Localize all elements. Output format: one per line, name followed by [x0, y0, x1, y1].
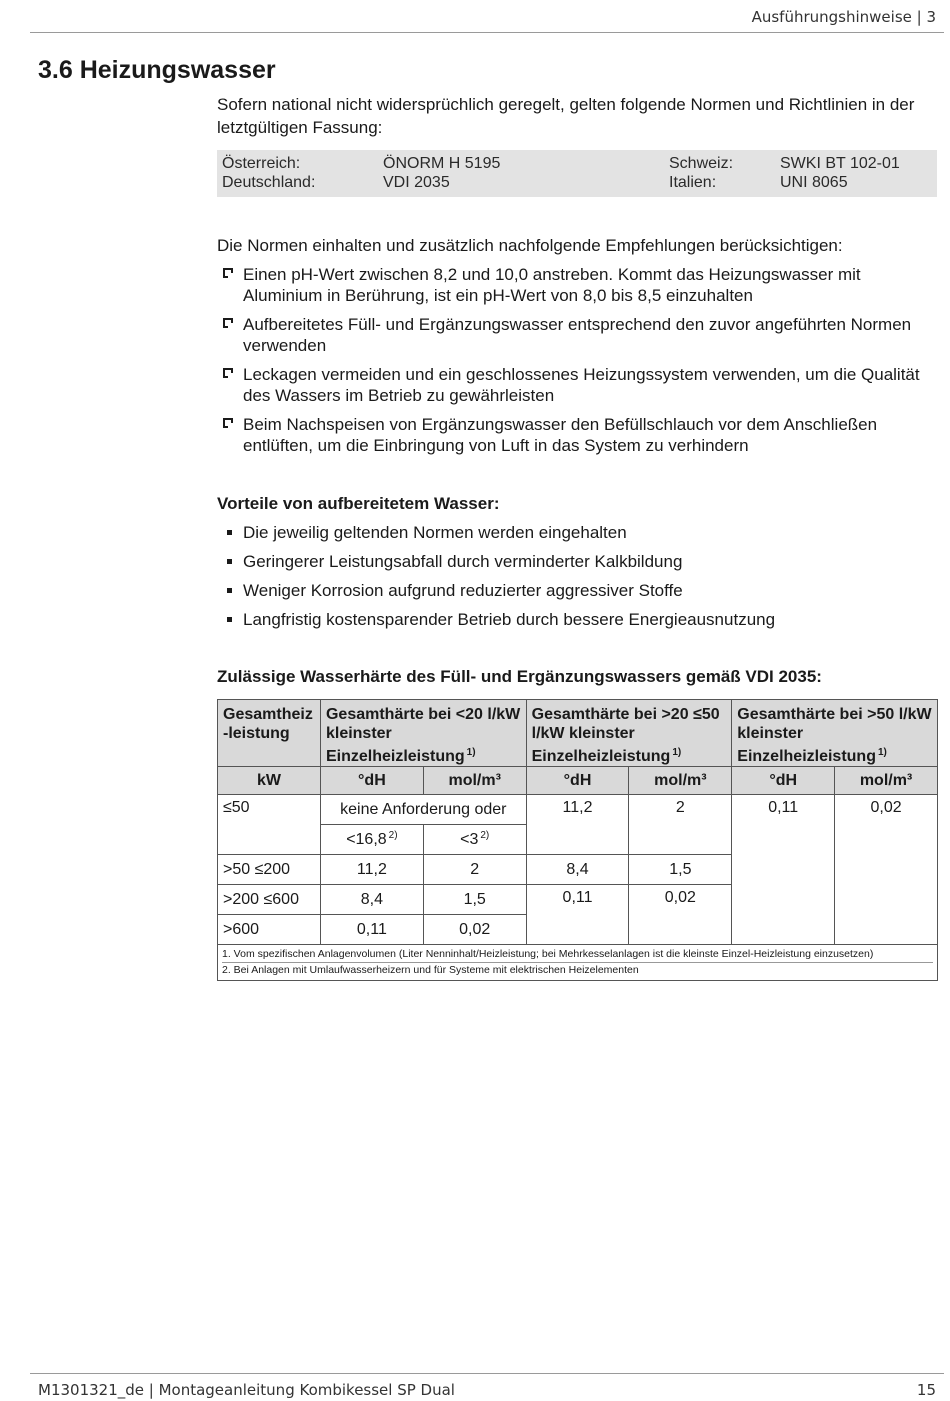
advantages-title: Vorteile von aufbereitetem Wasser: [217, 494, 500, 513]
norm-country: Österreich: [222, 155, 301, 172]
value-cell: 1,5 [423, 885, 526, 915]
norm-name: SWKI BT 102-01 [780, 155, 900, 172]
table-title: Zulässige Wasserhärte des Füll- und Ergänzungswassers gemäß VDI 2035: [217, 667, 822, 686]
value-cell: <3 $^{2)}$ [423, 825, 526, 855]
value-cell: 2 [423, 855, 526, 885]
document-id: M1301321_de | Montageanleitung Kombikessel SP Dual [38, 1381, 455, 1399]
list-item: Langfristig kostensparender Betrieb durch bessere Energieausnutzung [217, 609, 937, 630]
table-unit-row [218, 767, 938, 795]
header-hardness-gt50: Gesamthärte bei >50 l/kW kleinster Einzelheizleistung $^{1)}$ [732, 700, 938, 767]
norm-row [217, 155, 937, 175]
norms-box [217, 150, 937, 197]
norm-country: Deutschland: [222, 174, 316, 191]
unit-cell: mol/m³ [423, 767, 526, 795]
unit-cell: °dH [732, 767, 835, 795]
checkbox-bullet-icon [223, 368, 233, 378]
power-cell: >600 [218, 915, 321, 945]
section-title: 3.6 Heizungswasser [38, 56, 276, 84]
list-item: Einen pH-Wert zwischen 8,2 und 10,0 anstreben. Kommt das Heizungswasser mit Aluminium in Berührung, ist ein pH-Wert von 8,0 bis 8,5 einzuhalten [217, 264, 937, 306]
value-cell: 0,02 [423, 915, 526, 945]
square-bullet-icon [227, 530, 232, 535]
power-cell: >200 ≤600 [218, 885, 321, 915]
square-bullet-icon [227, 559, 232, 564]
norm-row [217, 174, 937, 194]
value-cell: 0,11 [320, 915, 423, 945]
power-cell: ≤50 [218, 795, 321, 855]
norm-country: Schweiz: [669, 155, 734, 172]
table-header-row [218, 700, 938, 767]
norm-name: ÖNORM H 5195 [383, 155, 501, 172]
square-bullet-icon [227, 588, 232, 593]
value-cell: 8,4 [320, 885, 423, 915]
value-cell: 11,2 [320, 855, 423, 885]
running-header: Ausführungshinweise | 3 [751, 8, 936, 26]
recommendations-section [217, 236, 937, 464]
list-item: Geringerer Leistungsabfall durch verminderter Kalkbildung [217, 551, 937, 572]
norm-name: UNI 8065 [780, 174, 848, 191]
table-footnotes [218, 945, 938, 981]
list-item: Die jeweilig geltenden Normen werden eingehalten [217, 522, 937, 543]
value-cell: keine Anforderung oder [320, 795, 526, 825]
list-item: Leckagen vermeiden und ein geschlossenes Heizungssystem verwenden, um die Qualität des Wassers im Betrieb zu gewährleisten [217, 364, 937, 406]
unit-cell: °dH [526, 767, 629, 795]
footer-divider [30, 1373, 944, 1374]
unit-cell: mol/m³ [629, 767, 732, 795]
unit-cell: °dH [320, 767, 423, 795]
checkbox-bullet-icon [223, 318, 233, 328]
water-hardness-table [217, 699, 938, 981]
value-cell: 0,11 [526, 885, 629, 945]
header-hardness-lt20: Gesamthärte bei <20 l/kW kleinster Einzelheizleistung $^{1)}$ [320, 700, 526, 767]
value-cell: 0,11 [732, 795, 835, 945]
checkbox-bullet-icon [223, 418, 233, 428]
power-cell: >50 ≤200 [218, 855, 321, 885]
header-divider [30, 32, 944, 33]
unit-cell: mol/m³ [835, 767, 938, 795]
value-cell: 11,2 [526, 795, 629, 855]
norm-country: Italien: [669, 174, 717, 191]
value-cell: 0,02 [629, 885, 732, 945]
value-cell: <16,8 $^{2)}$ [320, 825, 423, 855]
square-bullet-icon [227, 617, 232, 622]
footnote: 2. Bei Anlagen mit Umlaufwasserheizern und für Systeme mit elektrischen Heizelementen [222, 964, 639, 976]
recommendations-list [217, 264, 937, 456]
advantages-section [217, 494, 937, 638]
checkbox-bullet-icon [223, 268, 233, 278]
page-number: 15 [916, 1381, 936, 1399]
header-hardness-20-50: Gesamthärte bei >20 ≤50 l/kW kleinster Einzelheizleistung $^{1)}$ [526, 700, 732, 767]
value-cell: 0,02 [835, 795, 938, 945]
unit-cell: kW [218, 767, 321, 795]
norm-name: VDI 2035 [383, 174, 450, 191]
footnote: 1. Vom spezifischen Anlagenvolumen (Liter Nenninhalt/Heizleistung; bei Mehrkesselanlagen ist die kleinste Einzel-Heizleistung einzusetzen) [222, 947, 933, 963]
header-total-power: Gesamtheiz -leistung [218, 700, 321, 767]
advantages-list [217, 522, 937, 630]
table-row [218, 795, 938, 825]
intro-paragraph: Sofern national nicht widersprüchlich geregelt, gelten folgende Normen und Richtlinien in der letztgültigen Fassung: [217, 95, 915, 137]
value-cell: 2 [629, 795, 732, 855]
value-cell: 8,4 [526, 855, 629, 885]
list-item: Weniger Korrosion aufgrund reduzierter aggressiver Stoffe [217, 580, 937, 601]
value-cell: 1,5 [629, 855, 732, 885]
recommendations-lead: Die Normen einhalten und zusätzlich nachfolgende Empfehlungen berücksichtigen: [217, 236, 843, 255]
list-item: Beim Nachspeisen von Ergänzungswasser den Befüllschlauch vor dem Anschließen entlüften, um die Einbringung von Luft in das System zu verhindern [217, 414, 937, 456]
list-item: Aufbereitetes Füll- und Ergänzungswasser entsprechend den zuvor angeführten Normen verwenden [217, 314, 937, 356]
